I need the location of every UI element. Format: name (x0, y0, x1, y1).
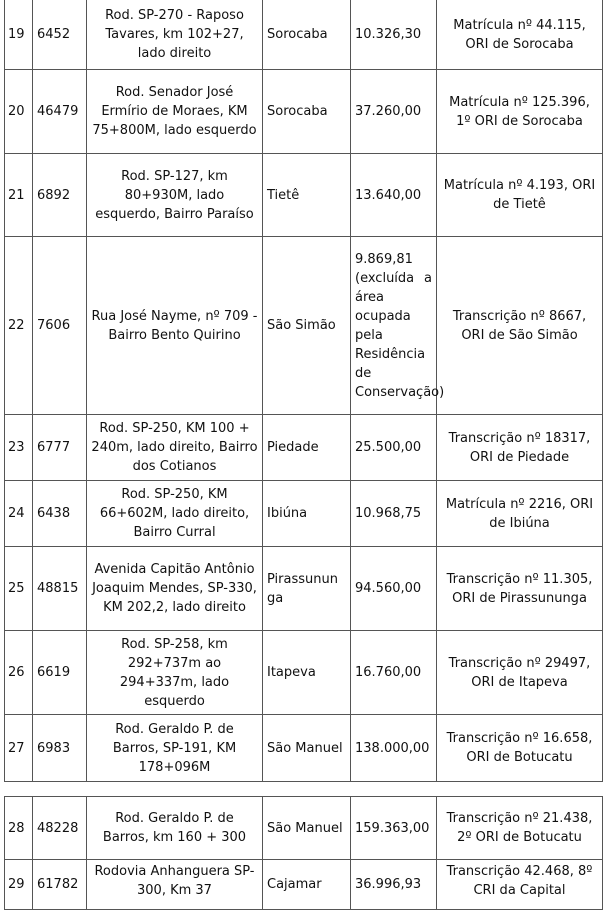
row-number: 23 (5, 415, 33, 481)
property-area: 94.560,00 (351, 547, 437, 631)
property-area: 9.869,81 (excluída a área ocupada pela Residência de Conservação) (351, 237, 437, 415)
property-city: Tietê (263, 154, 351, 237)
table-row (5, 415, 603, 481)
property-area: 138.000,00 (351, 715, 437, 782)
property-address: Rod. SP-258, km 292+737m ao 294+337m, lado esquerdo (87, 631, 263, 715)
row-number: 26 (5, 631, 33, 715)
property-address: Rod. SP-250, KM 66+602M, lado direito, Bairro Curral (87, 481, 263, 547)
property-registry: Transcrição nº 29497, ORI de Itapeva (437, 631, 603, 715)
property-registry: Transcrição nº 18317, ORI de Piedade (437, 415, 603, 481)
property-code: 48815 (33, 547, 87, 631)
table-row (5, 860, 603, 910)
property-code: 61782 (33, 860, 87, 910)
property-address: Rodovia Anhanguera SP-300, Km 37 (87, 860, 263, 910)
property-registry: Transcrição nº 21.438, 2º ORI de Botucatu (437, 797, 603, 860)
row-number: 28 (5, 797, 33, 860)
row-number: 25 (5, 547, 33, 631)
property-area: 13.640,00 (351, 154, 437, 237)
property-address: Rod. SP-270 - Raposo Tavares, km 102+27, lado direito (87, 0, 263, 70)
property-code: 6452 (33, 0, 87, 70)
property-code: 6438 (33, 481, 87, 547)
property-registry: Matrícula nº 4.193, ORI de Tietê (437, 154, 603, 237)
property-city: São Simão (263, 237, 351, 415)
property-registry: Transcrição nº 8667, ORI de São Simão (437, 237, 603, 415)
property-city: Piedade (263, 415, 351, 481)
property-area: 10.968,75 (351, 481, 437, 547)
property-registry: Matrícula nº 2216, ORI de Ibiúna (437, 481, 603, 547)
table-row (5, 481, 603, 547)
property-city: Sorocaba (263, 0, 351, 70)
table-row (5, 547, 603, 631)
property-address: Rod. Geraldo P. de Barros, km 160 + 300 (87, 797, 263, 860)
property-registry: Matrícula nº 125.396, 1º ORI de Sorocaba (437, 70, 603, 154)
property-code: 6983 (33, 715, 87, 782)
property-city: Sorocaba (263, 70, 351, 154)
property-registry: Matrícula nº 44.115, ORI de Sorocaba (437, 0, 603, 70)
property-address: Rod. SP-250, KM 100 + 240m, lado direito, Bairro dos Cotianos (87, 415, 263, 481)
property-code: 6892 (33, 154, 87, 237)
property-address: Rod. Senador José Ermírio de Moraes, KM 75+800M, lado esquerdo (87, 70, 263, 154)
property-address: Rod. Geraldo P. de Barros, SP-191, KM 178+096M (87, 715, 263, 782)
property-area: 159.363,00 (351, 797, 437, 860)
table-row (5, 237, 603, 415)
row-number: 22 (5, 237, 33, 415)
row-number: 21 (5, 154, 33, 237)
row-number: 29 (5, 860, 33, 910)
property-code: 6619 (33, 631, 87, 715)
property-city: Pirassununga (263, 547, 351, 631)
property-city: São Manuel (263, 715, 351, 782)
row-number: 20 (5, 70, 33, 154)
property-city: Ibiúna (263, 481, 351, 547)
property-area: 25.500,00 (351, 415, 437, 481)
property-area: 37.260,00 (351, 70, 437, 154)
property-area: 16.760,00 (351, 631, 437, 715)
property-code: 7606 (33, 237, 87, 415)
row-number: 27 (5, 715, 33, 782)
property-code: 46479 (33, 70, 87, 154)
row-number: 24 (5, 481, 33, 547)
table-row (5, 715, 603, 782)
row-number: 19 (5, 0, 33, 70)
property-address: Rod. SP-127, km 80+930M, lado esquerdo, Bairro Paraíso (87, 154, 263, 237)
property-city: São Manuel (263, 797, 351, 860)
table-row (5, 70, 603, 154)
table-row (5, 797, 603, 860)
table-row (5, 631, 603, 715)
property-registry: Transcrição nº 16.658, ORI de Botucatu (437, 715, 603, 782)
property-table-part1 (4, 0, 603, 782)
property-registry: Transcrição nº 11.305, ORI de Pirassununga (437, 547, 603, 631)
property-area: 10.326,30 (351, 0, 437, 70)
property-code: 48228 (33, 797, 87, 860)
table-row (5, 0, 603, 70)
property-registry: Transcrição 42.468, 8º CRI da Capital (437, 860, 603, 910)
property-area: 36.996,93 (351, 860, 437, 910)
property-city: Cajamar (263, 860, 351, 910)
table-row (5, 154, 603, 237)
property-city: Itapeva (263, 631, 351, 715)
property-address: Avenida Capitão Antônio Joaquim Mendes, SP-330, KM 202,2, lado direito (87, 547, 263, 631)
property-code: 6777 (33, 415, 87, 481)
property-address: Rua José Nayme, nº 709 - Bairro Bento Quirino (87, 237, 263, 415)
property-table-part2 (4, 796, 603, 910)
